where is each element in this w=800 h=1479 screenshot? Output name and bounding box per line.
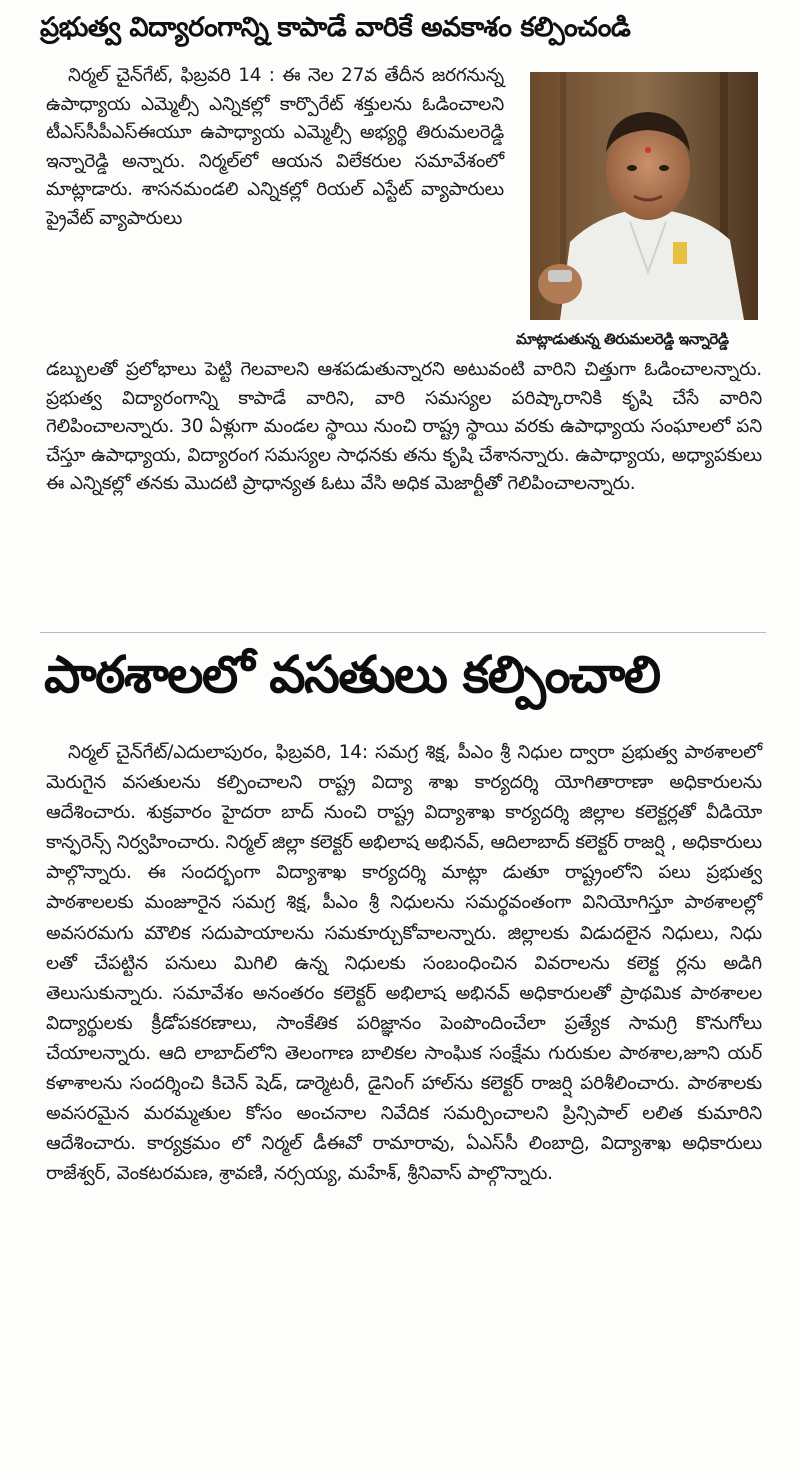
article2-body: నిర్మల్ చైన్‌గేట్/ఎదులాపురం, ఫిబ్రవరి, 14: సమగ్ర శిక్ష, పీఎం శ్రీ నిధుల ద్వారా ప్రభుత్వ పాఠశాలలో మెరుగైన వసతులను కల్పించాలని రాష్ట్ర విద్యా శాఖ కార్యదర్శి యోగితారాణా అధికారులను ఆదేశించారు. శుక్రవారం హైదరా బాద్ నుంచి రాష్ట్ర విద్యాశాఖ కార్యదర్శి జిల్లాల కలెక్టర్లతో వీడియో కాన్ఫరెన్స్ నిర్వహించారు. నిర్మల్ జిల్లా కలెక్టర్ అభిలాష అభినవ్, ఆదిలాబాద్ కలెక్టర్ రాజర్షి , అధికారులు పాల్గొన్నారు. ఈ సందర్భంగా విద్యాశాఖ కార్యదర్శి మాట్లా డుతూ రాష్ట్రంలోని పలు ప్రభుత్వ పాఠశాలలకు మంజూరైన సమగ్ర శిక్ష, పీఎం శ్రీ నిధులను సమర్థవంతంగా వినియోగిస్తూ పాఠశాలల్లో అవసరమగు మౌలిక సదుపాయాలను సమకూర్చుకోవాలన్నారు. జిల్లాలకు విడుదలైన నిధులు, నిధు లతో చేపట్టిన పనులు మిగిలి ఉన్న నిధులకు సంబంధించిన వివరాలను కలెక్ట ర్లను అడిగి తెలుసుకున్నారు. సమావేశం అనంతరం కలెక్టర్ అభిలాష అభినవ్ అధికారులతో ప్రాథమిక పాఠశాలల విద్యార్థులకు క్రీడోపకరణాలు, సాంకేతిక పరిజ్ఞానం పెంపొందించేలా ప్రత్యేక సామగ్రి కొనుగోలు చేయాలన్నారు. ఆది లాబాద్‌లోని తెలంగాణ బాలికల సాంఘిక సంక్షేమ గురుకుల పాఠశాల,జూని యర్ కళాశాలను సందర్శించి కిచెన్ షెడ్, డార్మెటరీ, డైనింగ్ హాల్‌ను కలెక్టర్ రాజర్షి పరిశీలించారు. పాఠశాలకు అవసరమైన మరమ్మతుల కోసం అంచనాల నివేదిక సమర్పించాలని ప్రిన్సిపాల్ లలిత కుమారిని ఆదేశించారు. కార్యక్రమం లో నిర్మల్ డీఈవో రామారావు, ఏఎస్‌సీ లింబాద్రి, విద్యాశాఖ అధికారులు రాజేశ్వర్, వెంకటరమణ, శ్రావణి, నర్సయ్య, మహేశ్, శ్రీనివాస్ పాల్గొన్నారు.: [46, 742, 762, 1185]
candidate-portrait-image: [530, 72, 758, 320]
photo-caption: మాట్లాడుతున్న తిరుమలరెడ్డి ఇన్నారెడ్డి: [516, 330, 729, 348]
section-divider: [40, 632, 766, 633]
article1: [46, 62, 762, 630]
article2-headline: పాఠశాలలో వసతులు కల్పించాలి: [44, 646, 660, 705]
article1-body-full-width: డబ్బులతో ప్రలోభాలు పెట్టి గెలవాలని ఆశపడుతున్నారని అటువంటి వారిని చిత్తుగా ఓడించాలన్నారు. ప్రభుత్వ విద్యారంగాన్ని కాపాడే వారిని, వారి సమస్యల పరిష్కారానికి కృషి చేసే వారిని గెలిపించాలన్నారు. 30 ఏళ్లుగా మండల స్థాయి నుంచి రాష్ట్ర స్థాయి వరకు ఉపాధ్యాయ సంఘాలలో పని చేస్తూ ఉపాధ్యాయ, విద్యారంగ సమస్యల సాధనకు తను కృషి చేశానన్నారు. ఉపాధ్యాయ, అధ్యాపకులు ఈ ఎన్నికల్లో తనకు మొదటి ప్రాధాన్యత ఓటు వేసి అధిక మెజార్టీతో గెలిపించాలన్నారు.: [46, 359, 762, 494]
photo-block: [516, 72, 762, 360]
article1-headline: ప్రభుత్వ విద్యారంగాన్ని కాపాడే వారికే అవకాశం కల్పించండి: [40, 12, 631, 43]
article1-body-column: నిర్మల్ చైన్‌గేట్, ఫిబ్రవరి 14 : ఈ నెల 27వ తేదీన జరగనున్న ఉపాధ్యాయ ఎమ్మెల్సీ ఎన్నికల్లో కార్పొరేట్ శక్తులను ఓడించాలని టీఎస్‌సీపీఎస్ఈయూ ఉపాధ్యాయ ఎమ్మెల్సీ అభ్యర్థి తిరుమలరెడ్డి ఇన్నారెడ్డి అన్నారు. నిర్మల్‌లో ఆయన విలేకరుల సమావేశంలో మాట్లాడారు. శాసనమండలి ఎన్నికల్లో రియల్ ఎస్టేట్ వ్యాపారులు ప్రైవేట్ వ్యాపారులు: [46, 65, 504, 229]
candidate-photo: [530, 72, 758, 320]
